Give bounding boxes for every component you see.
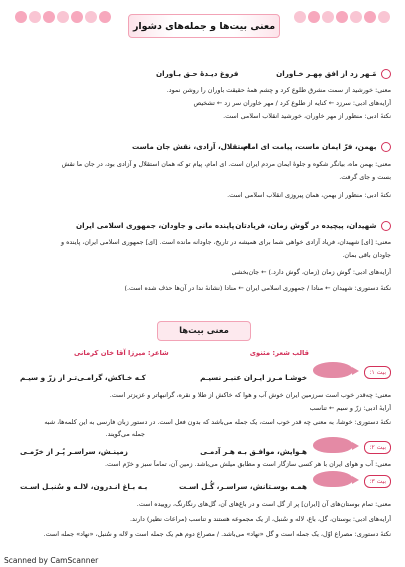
section-2-line-1: معنی: بهمن ماه، بیانگر شکوه و جلوهٔ ایمان مردم ایران است. ای امام، پیام تو که همان استقلال و آزادی بود، در جان ما نقش xyxy=(61,160,391,168)
section-3-line-1: معنی: [ای] شهیدان، فریاد آزادی خواهی شما برای همیشه در تاریخ، جاودانه مانده است. [ای] جمهوری اسلامی ایران، پاینده و xyxy=(60,238,391,246)
form-label: قالب شعر: مثنوی xyxy=(249,349,309,357)
bullet-icon xyxy=(381,221,391,231)
bullet-icon xyxy=(381,69,391,79)
section-3-line-3: آرایه‌های ادبی: گوش زمان (زمان، گوش دارد.) ← جان‌بخشی xyxy=(231,268,391,276)
verse-3-right: شهیدان، پیچیده در گوش زمان، فریادتان xyxy=(235,221,391,231)
flower-decoration-left xyxy=(14,8,112,27)
verse-label-2: بیت ۲: xyxy=(364,441,391,454)
middle-verse-2-left: زمینـش، سراسـر پُـر از خرّمـی xyxy=(20,447,128,456)
middle-line-7: آرایه‌های ادبی: بوستان، گل، باغ، لاله و سُنبل، از یک مجموعه هستند و تناسب (مراعات نظیر) دارند. xyxy=(129,515,391,523)
verse-label-3: بیت ۳: xyxy=(364,475,391,488)
section-2-line-2: بست و جای گرفت. xyxy=(339,173,391,181)
verse-1-left: فروغ دیـدهٔ حـق بـاوران xyxy=(156,69,239,78)
section-1-line-2: آرایه‌های ادبی: سرزد ← کنایه از طلوع کرد / مهر خاوران سر زد ← تشخیص xyxy=(193,99,391,107)
verse-2-right: بهمن، فرّ ایمان ماست، پیامت ای امام xyxy=(243,142,391,152)
verse-3-left: پاینده مانی و جاودان، جمهوری اسلامی ایران xyxy=(76,221,235,230)
middle-line-2: آرایهٔ ادبی: زرّ و سیم ← تناسب xyxy=(309,404,391,412)
middle-verse-3-left: بـه بـاغ انـدرون، لالـه و سُنبـل اسـت xyxy=(20,482,148,491)
verse-2-left: استقلال، آزادی، نقش جان ماست xyxy=(132,142,251,151)
middle-verse-2-right: هـوایش، موافـق بـه هـر آدمـی xyxy=(200,447,307,456)
flower-decoration-right xyxy=(293,8,391,27)
middle-line-1: معنی: چه‌قدر خوب است سرزمین ایران خوش آب و هوا که خاکش از طلا و نقره، گرانبهاتر و عزیزتر است. xyxy=(109,391,391,399)
section-1-line-1: معنی: خورشید از سمت مشرق طلوع کرد و چشم همهٔ حقیقت باوران را روشن نمود. xyxy=(166,86,391,94)
section-3-line-4: نکتهٔ دستوری: شهیدان ← منادا / جمهوری اسلامی ایران ← منادا (نشانهٔ ندا در آن‌ها حذف شده است.) xyxy=(124,284,391,292)
section-title: معنی بیت‌ها xyxy=(157,321,251,341)
bird-icon xyxy=(313,437,353,453)
scanner-footer: Scanned by CamScanner xyxy=(4,556,99,565)
verse-1-right: مَـهر زد از افق مِهـر خـاوران xyxy=(276,69,391,79)
section-2-line-3: نکتهٔ ادبی: منظور از بهمن، همان پیروزی انقلاب اسلامی است. xyxy=(227,191,391,199)
verse-label-1: بیت ۱: xyxy=(364,366,391,379)
section-1-line-3: نکتهٔ ادبی: منظور از مهر خاوران، خورشید انقلاب اسلامی است. xyxy=(223,112,391,120)
middle-line-8: نکتهٔ دستوری: مصراع اوّل، یک جمله است و گل «نهاد» می‌باشد. / مصراع دوم هم یک جمله است و لاله و سُنبل، «نهاد» جمله است. xyxy=(43,530,391,538)
poet-label: شاعر: میرزا آقا خان کرمانی xyxy=(74,349,169,357)
middle-verse-3-right: همـه بوسـتانش، سراسـر، گُـل اسـت xyxy=(179,482,307,491)
bird-icon xyxy=(313,362,353,378)
middle-line-5: معنی: آب و هوای ایران با هر کسی سازگار است و مطابق میلش می‌باشد. زمین آن، تماماً سبز و خرّم است. xyxy=(104,460,391,468)
middle-line-6: معنی: تمام بوستان‌های آن [ایران] پر از گل است و در باغ‌های آن، گل‌های رنگارنگ، روییده است. xyxy=(136,500,391,508)
middle-line-3: نکتهٔ دستوری: خوشا، به معنی چه قدر خوب است، یک جمله می‌باشد که بدون فعل است. در دستور زبان فارسی به این کلمه‌ها، شبه xyxy=(44,418,391,426)
middle-line-4: جمله می‌گویند. xyxy=(105,430,145,438)
middle-verse-1-right: خوشـا مـرز ایـران عنبـر نسیـم xyxy=(200,373,307,382)
middle-verse-1-left: کـه خـاکش، گرامـی‌تـر از زرّ و سیـم xyxy=(20,373,146,382)
page-title: معنی بیت‌ها و جمله‌های دشوار xyxy=(128,14,280,38)
bird-icon xyxy=(313,471,353,487)
bullet-icon xyxy=(381,142,391,152)
section-3-line-2: جاودان باقی بمان. xyxy=(342,251,391,259)
